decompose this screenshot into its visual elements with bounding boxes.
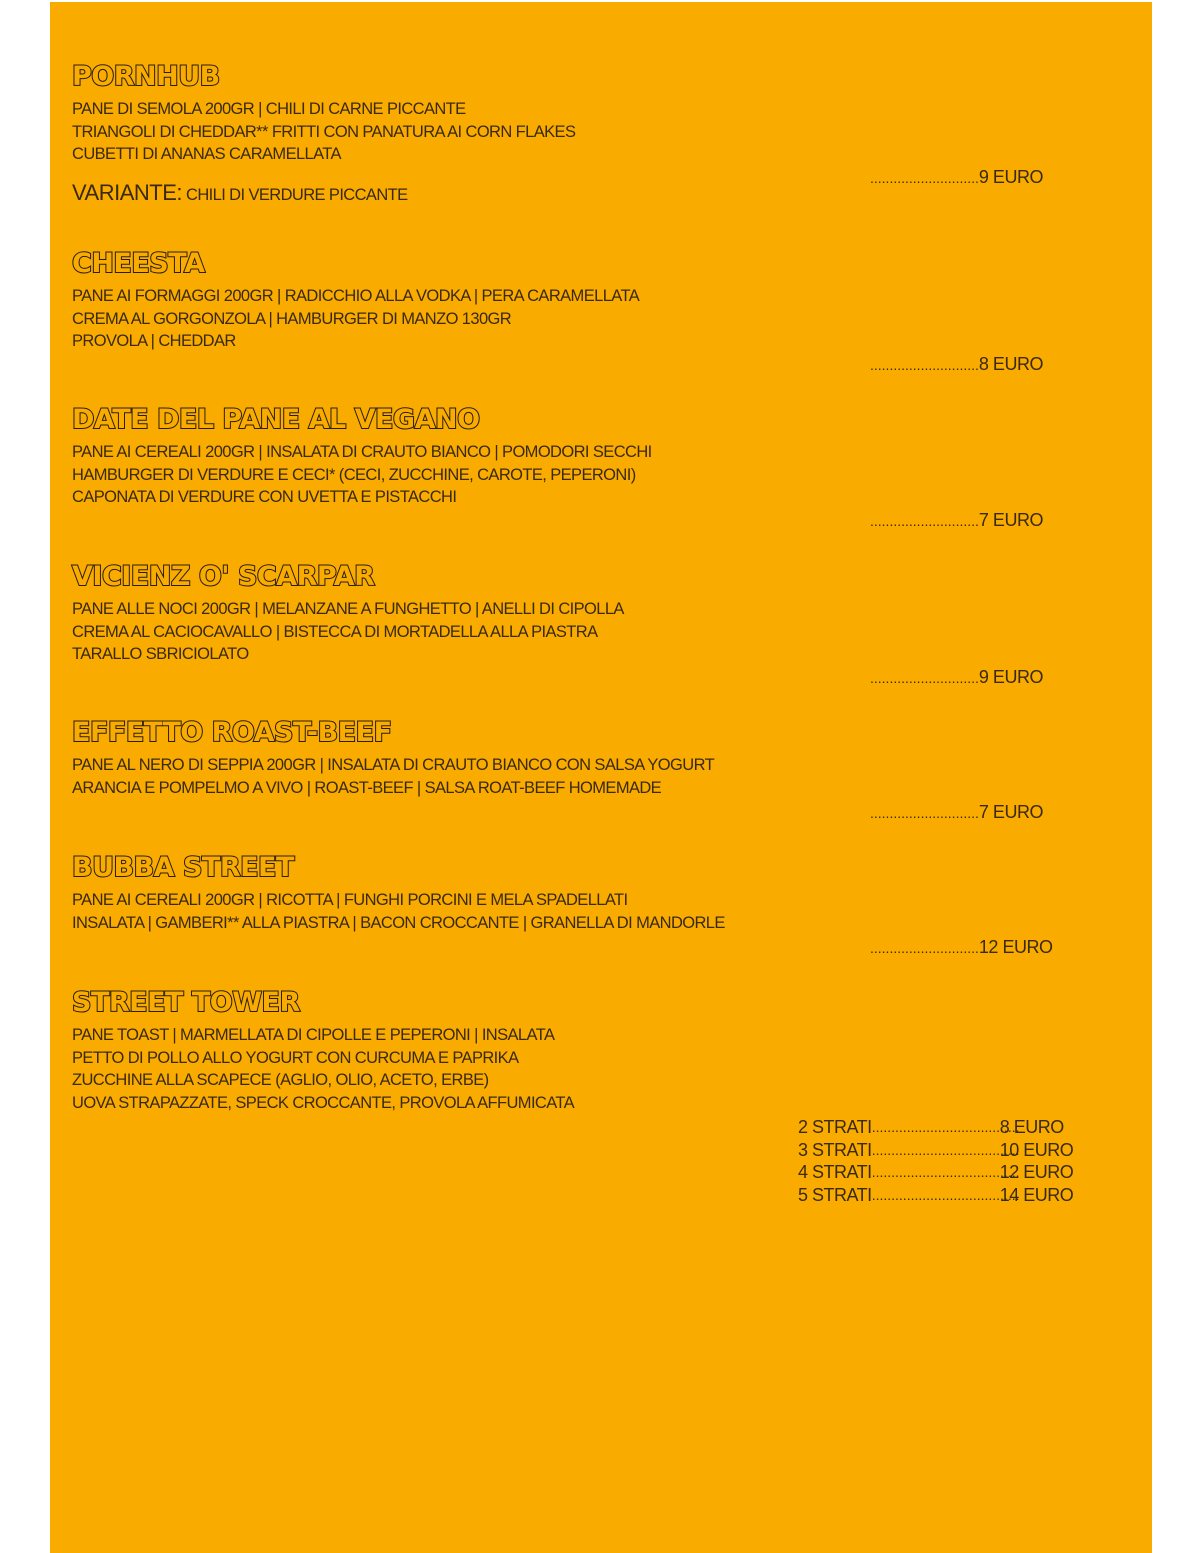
item-price — [870, 167, 1043, 188]
variant-text: CHILI DI VERDURE PICCANTE — [186, 185, 408, 204]
leader-dots: ............................ — [870, 670, 979, 686]
leader-dots: ...................................... — [871, 1119, 1020, 1135]
desc-line: PANE AI CEREALI 200GR | INSALATA DI CRAUTO BIANCO | POMODORI SECCHI — [72, 443, 652, 461]
item-title: STREET TOWER — [72, 987, 300, 1018]
desc-line: PETTO DI POLLO ALLO YOGURT CON CURCUMA E PAPRIKA — [72, 1048, 519, 1067]
leader-dots: ............................ — [870, 805, 979, 821]
item-description — [72, 889, 1132, 934]
leader-dots: ...................................... — [871, 1186, 1020, 1203]
desc-line: PANE AL NERO DI SEPPIA 200GR | INSALATA DI CRAUTO BIANCO CON SALSA YOGURT — [72, 756, 715, 774]
desc-line: CREMA AL GORGONZOLA | HAMBURGER DI MANZO 130GR — [72, 309, 512, 328]
tier-label: 4 STRATI — [798, 1162, 872, 1182]
item-price — [870, 802, 1043, 823]
item-description — [72, 1024, 1132, 1114]
item-price — [870, 667, 1043, 688]
desc-line: UOVA STRAPAZZATE, SPECK CROCCANTE, PROVOLA AFFUMICATA — [72, 1093, 575, 1112]
item-title: PORNHUB — [72, 61, 220, 92]
menu-item-date-del-pane-al-vegano — [72, 405, 1132, 509]
item-title: VICIENZ O' SCARPAR — [72, 561, 375, 592]
item-description — [72, 441, 1132, 509]
item-title: EFFETTO ROAST-BEEF — [72, 717, 392, 748]
leader-dots: ............................ — [870, 940, 979, 956]
item-description — [72, 598, 1132, 666]
item-price — [870, 510, 1043, 531]
price-value: 8 EURO — [978, 354, 1043, 374]
item-title: BUBBA STREET — [72, 852, 294, 883]
tier-label: 5 STRATI — [798, 1184, 872, 1205]
leader-dots: ...................................... — [871, 1164, 1020, 1180]
desc-line: INSALATA | GAMBERI** ALLA PIASTRA | BACON CROCCANTE | GRANELLA DI MANDORLE — [72, 913, 725, 932]
desc-line: PANE ALLE NOCI 200GR | MELANZANE A FUNGHETTO | ANELLI DI CIPOLLA — [72, 600, 624, 618]
item-description — [72, 98, 1132, 166]
menu-item-cheesta — [72, 249, 1132, 353]
tier-price: 12 EURO — [999, 1162, 1074, 1182]
desc-line: CREMA AL CACIOCAVALLO | BISTECCA DI MORTADELLA ALLA PIASTRA — [72, 622, 598, 641]
leader-dots: ............................ — [870, 170, 979, 186]
price-value: 9 EURO — [978, 667, 1043, 687]
item-description — [72, 285, 1132, 353]
tier-row — [798, 1184, 1073, 1207]
tier-price: 14 EURO — [999, 1184, 1074, 1205]
desc-line: TARALLO SBRICIOLATO — [72, 645, 249, 663]
menu-item-vicienz-o-scarpar — [72, 562, 1132, 666]
desc-line: PANE AI CEREALI 200GR | RICOTTA | FUNGHI PORCINI E MELA SPADELLATI — [72, 891, 628, 909]
price-value: 9 EURO — [978, 167, 1043, 187]
desc-line: HAMBURGER DI VERDURE E CECI* (CECI, ZUCCHINE, CAROTE, PEPERONI) — [72, 465, 636, 484]
menu-item-bubba-street — [72, 853, 1132, 934]
desc-line: PANE AI FORMAGGI 200GR | RADICCHIO ALLA VODKA | PERA CARAMELLATA — [72, 287, 640, 305]
menu-page — [50, 2, 1152, 1553]
desc-line: PANE DI SEMOLA 200GR | CHILI DI CARNE PICCANTE — [72, 100, 466, 118]
item-price — [870, 354, 1043, 375]
item-title: CHEESTA — [72, 248, 205, 279]
price-value: 7 EURO — [978, 802, 1043, 822]
item-description — [72, 754, 1132, 799]
leader-dots: ............................ — [870, 513, 979, 529]
item-price — [870, 937, 1052, 958]
desc-line: CAPONATA DI VERDURE CON UVETTA E PISTACCHI — [72, 488, 457, 506]
tier-row — [798, 1161, 1073, 1184]
leader-dots: ............................ — [870, 357, 979, 373]
desc-line: PANE TOAST | MARMELLATA DI CIPOLLE E PEPERONI | INSALATA — [72, 1026, 555, 1044]
street-tower-tier-prices — [798, 1116, 1073, 1206]
tier-row — [798, 1116, 1073, 1139]
menu-item-street-tower — [72, 988, 1132, 1114]
desc-line: ARANCIA E POMPELMO A VIVO | ROAST-BEEF | SALSA ROAT-BEEF HOMEMADE — [72, 778, 662, 797]
price-value: 12 EURO — [978, 937, 1053, 957]
tier-price: 10 EURO — [999, 1139, 1074, 1160]
price-value: 7 EURO — [978, 510, 1043, 530]
tier-row — [798, 1139, 1073, 1162]
tier-label: 3 STRATI — [798, 1139, 872, 1160]
desc-line: PROVOLA | CHEDDAR — [72, 332, 236, 350]
desc-line: ZUCCHINE ALLA SCAPECE (AGLIO, OLIO, ACETO, ERBE) — [72, 1071, 489, 1089]
item-title: DATE DEL PANE AL VEGANO — [72, 404, 480, 435]
tier-label: 2 STRATI — [798, 1117, 872, 1137]
leader-dots: ...................................... — [871, 1141, 1020, 1158]
variant-label: VARIANTE: — [72, 179, 183, 205]
desc-line: CUBETTI DI ANANAS CARAMELLATA — [72, 145, 341, 163]
desc-line: TRIANGOLI DI CHEDDAR** FRITTI CON PANATURA AI CORN FLAKES — [72, 122, 576, 141]
tier-price: 8 EURO — [999, 1117, 1064, 1137]
menu-item-effetto-roast-beef — [72, 718, 1132, 799]
